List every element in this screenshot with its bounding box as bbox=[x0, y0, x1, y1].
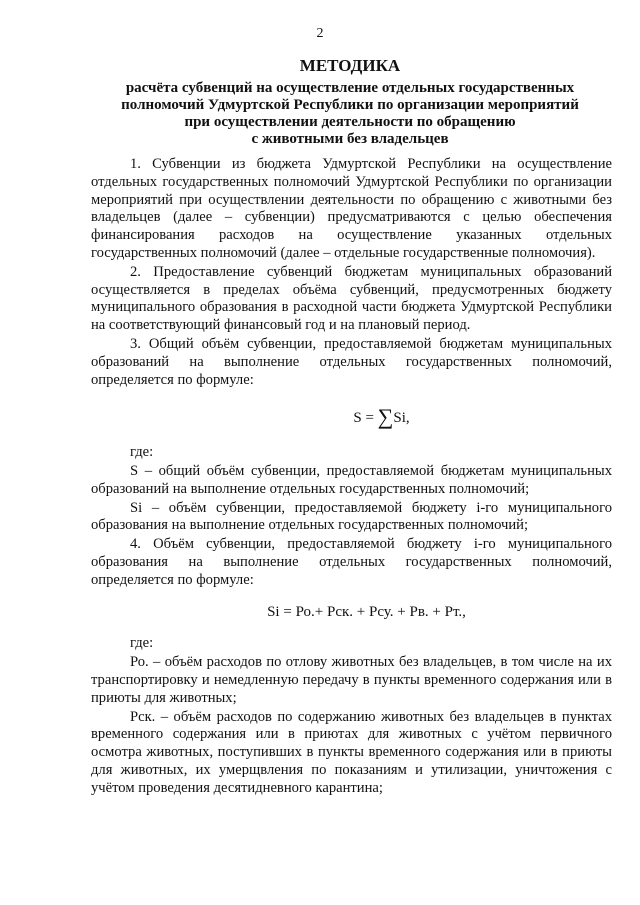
formula-municipal-subvention: Si = Ро.+ Рск. + Рсу. + Рв. + Рт., bbox=[267, 603, 466, 620]
page-number: 2 bbox=[316, 26, 324, 41]
formula-1-left: S = bbox=[353, 410, 378, 427]
document-body bbox=[91, 156, 612, 799]
subtitle-line: полномочий Удмуртской Республики по организации мероприятий bbox=[121, 97, 579, 113]
formula-1-right: Si, bbox=[393, 410, 410, 427]
where-label: где: bbox=[130, 635, 154, 652]
subtitle-line: при осуществлении деятельности по обращению bbox=[184, 114, 516, 130]
sum-symbol: ∑ bbox=[377, 404, 394, 430]
document-subtitle bbox=[0, 80, 640, 148]
subtitle-line: с животными без владельцев bbox=[251, 131, 449, 147]
where-label: где: bbox=[130, 444, 154, 461]
definition-Si: Si – объём субвенции, предоставляемой бюджету i-го муниципального образования на выполнение отдельных государственных полномочий; bbox=[91, 499, 612, 534]
paragraph-1: 1. Субвенции из бюджета Удмуртской Республики на осуществление отдельных государственных полномочий Удмуртской Республики по организации мероприятий при осуществлении деятельности по обращению с животными без владельцев (далее – субвенции) предусматриваются с целью обеспечения финансирования расходов на осуществление указанных отдельных государственных полномочий (далее – отдельные государственные полномочия). bbox=[91, 156, 612, 261]
definition-S: S – общий объём субвенции, предоставляемой бюджетам муниципальных образований на выполнение отдельных государственных полномочий; bbox=[91, 462, 612, 497]
formula-total-subvention bbox=[91, 404, 612, 430]
subtitle-line: расчёта субвенций на осуществление отдельных государственных bbox=[125, 80, 575, 96]
paragraph-2: 2. Предоставление субвенций бюджетам муниципальных образований осуществляется в пределах объёма субвенций, предусмотренных бюджету муниципального образования в расходной части бюджета Удмуртской Республики на соответствующий финансовый год и на плановый период. bbox=[91, 263, 612, 334]
definition-Rsk: Рск. – объём расходов по содержанию животных без владельцев в пунктах временного содержания или в приютах для животных с учётом первичного осмотра животных, поступивших в пункты временного содержания или в приюты для животных, их умерщвления по показаниям и утилизации, уничтожения с учётом проведения десятидневного карантина; bbox=[91, 708, 612, 796]
definition-Po: Ро. – объём расходов по отлову животных без владельцев, в том числе на их транспортировку и немедленную передачу в пункты временного содержания или в приюты для животных; bbox=[91, 654, 612, 706]
document-title: МЕТОДИКА bbox=[299, 56, 401, 75]
paragraph-3: 3. Общий объём субвенции, предоставляемой бюджетам муниципальных образований на выполнение отдельных государственных полномочий, определяется по формуле: bbox=[91, 335, 612, 388]
paragraph-4: 4. Объём субвенции, предоставляемой бюджету i-го муниципального образования на выполнение отдельных государственных полномочий, определяется по формуле: bbox=[91, 536, 612, 588]
